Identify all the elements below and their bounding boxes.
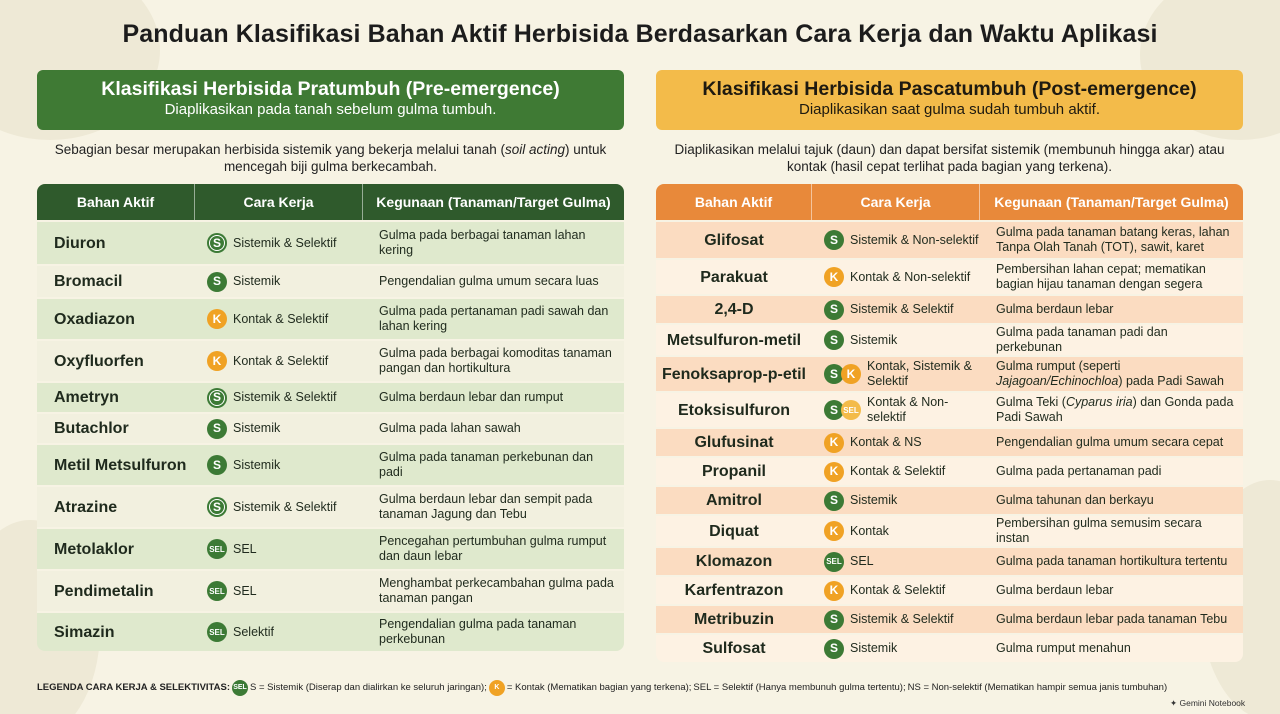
active-ingredient-name: Butachlor [37, 412, 195, 443]
legend-sistemik: S = Sistemik (Diserap dan dialirkan ke seluruh jaringan); [250, 682, 487, 693]
usage-text: Pengendalian gulma umum secara luas [363, 264, 624, 297]
mode-icons [824, 462, 844, 482]
mode-of-action-text: Sistemik [233, 457, 281, 472]
page-title: Panduan Klasifikasi Bahan Aktif Herbisida Berdasarkan Cara Kerja dan Waktu Aplikasi [122, 20, 1158, 48]
active-ingredient-name: Ametryn [37, 381, 195, 412]
usage-text: Menghambat perkecambahan gulma pada tanaman pangan [363, 569, 624, 611]
mode-icons [824, 330, 844, 350]
mode-of-action-cell [195, 611, 363, 651]
mode-of-action-cell [812, 546, 980, 575]
systemic-icon: S [824, 300, 844, 320]
mode-icons [207, 351, 227, 371]
table-header-row [37, 184, 624, 220]
mode-of-action-cell [195, 381, 363, 412]
usage-text: Pengendalian gulma pada tanaman perkebunan [363, 611, 624, 651]
pre-emergence-subtitle: Diaplikasikan pada tanah sebelum gulma tumbuh. [164, 101, 497, 118]
usage-text-part: Gulma rumput (seperti [996, 359, 1121, 373]
mode-of-action-text: Kontak [850, 523, 889, 538]
mode-of-action-cell [195, 443, 363, 485]
usage-text [980, 355, 1243, 391]
systemic-selective-icon: S [207, 233, 227, 253]
active-ingredient-name: Klomazon [656, 546, 812, 575]
legend-non-selektif: NS = Non-selektif (Mematikan hampir semua janis tumbuhan) [907, 682, 1168, 693]
usage-text: Pembersihan gulma semusim secara instan [980, 514, 1243, 546]
table-row [656, 323, 1243, 355]
contact-flame-icon: K [841, 364, 861, 384]
contact-flame-icon: K [824, 581, 844, 601]
mode-of-action-text: Kontak & Selektif [850, 583, 946, 597]
mode-of-action-cell [812, 294, 980, 323]
contact-flame-icon: K [824, 462, 844, 482]
contact-flame-icon: K [489, 680, 505, 696]
mode-icons [824, 639, 844, 659]
mode-of-action-text: Sistemik [850, 332, 898, 347]
mode-of-action-text: Kontak, Sistemik & Selektif [867, 359, 972, 388]
legend-selektif: SEL = Selektif (Hanya membunuh gulma tertentu); [693, 682, 906, 693]
pre-emergence-banner [37, 70, 624, 130]
active-ingredient-name: Etoksisulfuron [656, 391, 812, 427]
mode-of-action-text: Sistemik [850, 641, 898, 655]
contact-flame-icon: K [207, 351, 227, 371]
usage-text: Gulma pada tanaman padi dan perkebunan [980, 323, 1243, 355]
mode-icons [824, 400, 861, 420]
mode-of-action-text: Sistemik & Selektif [850, 612, 954, 626]
table-row [37, 527, 624, 569]
legend-kontak: = Kontak (Mematikan bagian yang terkena); [506, 682, 692, 693]
usage-text: Gulma pada berbagai tanaman lahan kering [363, 220, 624, 264]
table-header-row [656, 184, 1243, 220]
mode-icons [207, 419, 227, 439]
mode-icons [207, 233, 227, 253]
table-row [656, 485, 1243, 514]
contact-flame-icon: K [824, 521, 844, 541]
mode-icons [824, 364, 861, 384]
mode-icons [824, 267, 844, 287]
usage-text: Gulma pada tanaman batang keras, lahan Tanpa Olah Tanah (TOT), sawit, karet [980, 220, 1243, 258]
active-ingredient-name: Propanil [656, 456, 812, 485]
selective-icon: SEL [207, 539, 227, 559]
table-row [37, 611, 624, 651]
mode-of-action-text: Sistemik & Selektif [850, 302, 954, 316]
table-row [37, 412, 624, 443]
post-emergence-subtitle: Diaplikasikan saat gulma sudah tumbuh aktif. [799, 101, 1100, 118]
mode-of-action-cell [195, 527, 363, 569]
active-ingredient-name: Pendimetalin [37, 569, 195, 611]
header-cara-kerja: Cara Kerja [195, 184, 363, 220]
table-row [656, 514, 1243, 546]
contact-flame-icon: K [824, 267, 844, 287]
mode-of-action-text: Kontak & Selektif [233, 311, 329, 326]
active-ingredient-name: Sulfosat [656, 633, 812, 662]
mode-of-action-text: Sistemik & Selektif [233, 235, 337, 250]
mode-icons [207, 622, 227, 642]
brand-watermark [1170, 698, 1245, 709]
pre-emergence-title: Klasifikasi Herbisida Pratumbuh (Pre-emergence) [101, 78, 560, 100]
usage-text-part: Gulma Teki ( [996, 395, 1066, 409]
mode-of-action-text: SEL [850, 554, 874, 568]
pre-emergence-panel [37, 70, 624, 651]
systemic-selective-icon: S [207, 388, 227, 408]
mode-of-action-cell [812, 514, 980, 546]
systemic-icon: S [824, 330, 844, 350]
systemic-icon: S [207, 419, 227, 439]
usage-text: Pembersihan lahan cepat; mematikan bagian hijau tanaman dengan segera [980, 258, 1243, 294]
mode-of-action-cell [812, 456, 980, 485]
mode-of-action-cell [812, 604, 980, 633]
mode-icons [824, 230, 844, 250]
desc-text: ) untuk mencegah biji gulma berkecambah. [223, 142, 607, 174]
brand-text: Gemini Notebook [1179, 698, 1246, 708]
mode-of-action-text: Sistemik [233, 421, 281, 435]
mode-icons [824, 552, 844, 572]
header-bahan-aktif: Bahan Aktif [37, 184, 195, 220]
usage-text: Gulma rumput menahun [980, 633, 1243, 662]
selective-icon: SEL [824, 552, 844, 572]
selective-icon: SEL [207, 581, 227, 601]
mode-of-action-text: Kontak & Non-selektif [867, 395, 949, 424]
table-row [37, 381, 624, 412]
mode-icons [824, 610, 844, 630]
table-row [656, 546, 1243, 575]
systemic-icon: S [207, 455, 227, 475]
mode-icons [207, 388, 227, 408]
active-ingredient-name: Diuron [37, 220, 195, 264]
table-row [656, 258, 1243, 294]
active-ingredient-name: Bromacil [37, 264, 195, 297]
active-ingredient-name: Metolaklor [37, 527, 195, 569]
header-kegunaan: Kegunaan (Tanaman/Target Gulma) [980, 184, 1243, 220]
table-row [656, 575, 1243, 604]
post-emergence-title: Klasifikasi Herbisida Pascatumbuh (Post-emergence) [702, 78, 1197, 100]
mode-of-action-cell [812, 485, 980, 514]
post-emergence-panel [656, 70, 1243, 662]
desc-text: Sebagian besar merupakan herbisida sistemik yang bekerja melalui tanah ( [54, 142, 505, 157]
header-cara-kerja: Cara Kerja [812, 184, 980, 220]
mode-icons [824, 433, 844, 453]
mode-icons [824, 581, 844, 601]
table-row [656, 355, 1243, 391]
systemic-icon: S [824, 491, 844, 511]
systemic-icon: S [824, 400, 844, 420]
legend [37, 680, 1247, 696]
active-ingredient-name: Metribuzin [656, 604, 812, 633]
usage-text: Gulma berdaun lebar dan rumput [363, 381, 624, 412]
mode-of-action-text: Selektif [233, 624, 274, 639]
mode-of-action-cell [195, 220, 363, 264]
mode-of-action-cell [195, 297, 363, 339]
pre-emergence-description [37, 130, 624, 184]
usage-text: Gulma pada lahan sawah [363, 412, 624, 443]
mode-icons [207, 539, 227, 559]
header-kegunaan: Kegunaan (Tanaman/Target Gulma) [363, 184, 624, 220]
table-row [656, 391, 1243, 427]
active-ingredient-name: Atrazine [37, 485, 195, 527]
mode-icons [207, 581, 227, 601]
mode-of-action-text: Kontak & Selektif [233, 353, 329, 368]
mode-of-action-cell [812, 323, 980, 355]
mode-of-action-cell [812, 427, 980, 456]
mode-of-action-cell [195, 264, 363, 297]
table-row [656, 220, 1243, 258]
mode-of-action-cell [195, 339, 363, 381]
post-emergence-banner [656, 70, 1243, 130]
selective-icon: SEL [841, 400, 861, 420]
mode-of-action-cell [812, 575, 980, 604]
table-row [37, 264, 624, 297]
mode-of-action-cell [812, 258, 980, 294]
active-ingredient-name: Glufusinat [656, 427, 812, 456]
usage-text: Gulma tahunan dan berkayu [980, 485, 1243, 514]
mode-icons [207, 497, 227, 517]
post-emergence-description: Diaplikasikan melalui tajuk (daun) dan dapat bersifat sistemik (membunuh hingga akar) atau kontak (hasil cepat terlihat pada bagian yang terkena). [674, 142, 1225, 174]
mode-of-action-text: Kontak & Selektif [850, 464, 946, 478]
table-row [37, 569, 624, 611]
active-ingredient-name: Karfentrazon [656, 575, 812, 604]
active-ingredient-name: Diquat [656, 514, 812, 546]
active-ingredient-name: Parakuat [656, 258, 812, 294]
usage-text [980, 391, 1243, 427]
mode-of-action-text: SEL [233, 583, 257, 598]
systemic-icon: S [824, 610, 844, 630]
mode-of-action-text: Sistemik & Selektif [233, 499, 337, 514]
mode-of-action-text: SEL [233, 541, 257, 556]
mode-icons [207, 455, 227, 475]
header-bahan-aktif: Bahan Aktif [656, 184, 812, 220]
usage-text: Gulma pada pertanaman padi [980, 456, 1243, 485]
systemic-icon: S [824, 639, 844, 659]
mode-icons [824, 300, 844, 320]
active-ingredient-name: Oxadiazon [37, 297, 195, 339]
mode-of-action-text: Sistemik [850, 493, 898, 507]
mode-of-action-cell [812, 633, 980, 662]
sparkle-icon: ✦ [1170, 698, 1180, 708]
active-ingredient-name: Fenoksaprop-p-etil [656, 355, 812, 391]
active-ingredient-name: Simazin [37, 611, 195, 651]
mode-of-action-cell [812, 220, 980, 258]
mode-icons [207, 272, 227, 292]
table-row [37, 443, 624, 485]
post-emergence-table [656, 184, 1243, 662]
mode-of-action-text: Sistemik & Selektif [233, 390, 337, 404]
mode-icons [824, 521, 844, 541]
active-ingredient-name: Metil Metsulfuron [37, 443, 195, 485]
selective-icon: SEL [207, 622, 227, 642]
table-row [37, 485, 624, 527]
usage-text: Pencegahan pertumbuhan gulma rumput dan daun lebar [363, 527, 624, 569]
mode-of-action-text: Kontak & Non-selektif [850, 269, 971, 284]
table-row [37, 220, 624, 264]
mode-of-action-text: Sistemik & Non-selektif [850, 232, 979, 247]
usage-text-part: ) pada Padi Sawah [1118, 374, 1224, 388]
table-row [37, 339, 624, 381]
usage-text: Gulma berdaun lebar dan sempit pada tanaman Jagung dan Tebu [363, 485, 624, 527]
pre-emergence-table [37, 184, 624, 651]
mode-of-action-cell [195, 569, 363, 611]
usage-text: Gulma pada tanaman hortikultura tertentu [980, 546, 1243, 575]
usage-text: Gulma pada tanaman perkebunan dan padi [363, 443, 624, 485]
usage-text: Gulma berdaun lebar [980, 575, 1243, 604]
usage-text-part: ) dan Gonda pada Padi Sawah [996, 395, 1234, 424]
table-row [37, 297, 624, 339]
table-row [656, 456, 1243, 485]
mode-of-action-text: Kontak & NS [850, 435, 922, 449]
active-ingredient-name: Metsulfuron-metil [656, 323, 812, 355]
mode-of-action-cell [195, 412, 363, 443]
usage-text-emphasis: Jajagoan/Echinochloa [996, 374, 1119, 388]
usage-text-emphasis: Cyparus iria [1065, 395, 1133, 409]
contact-flame-icon: K [207, 309, 227, 329]
usage-text: Gulma pada berbagai komoditas tanaman pangan dan hortikultura [363, 339, 624, 381]
usage-text: Gulma berdaun lebar pada tanaman Tebu [980, 604, 1243, 633]
table-row [656, 427, 1243, 456]
table-row [656, 604, 1243, 633]
mode-of-action-cell [812, 391, 980, 427]
mode-icons [207, 309, 227, 329]
active-ingredient-name: Glifosat [656, 220, 812, 258]
systemic-icon: S [824, 364, 844, 384]
mode-of-action-text: Sistemik [233, 274, 281, 288]
selective-icon: SEL [232, 680, 248, 696]
table-row [656, 294, 1243, 323]
usage-text: Gulma berdaun lebar [980, 294, 1243, 323]
active-ingredient-name: 2,4-D [656, 294, 812, 323]
active-ingredient-name: Oxyfluorfen [37, 339, 195, 381]
active-ingredient-name: Amitrol [656, 485, 812, 514]
legend-label: LEGENDA CARA KERJA & SELEKTIVITAS: [37, 682, 231, 693]
contact-flame-icon: K [824, 433, 844, 453]
usage-text: Gulma pada pertanaman padi sawah dan lahan kering [363, 297, 624, 339]
mode-of-action-cell [812, 355, 980, 391]
mode-of-action-cell [195, 485, 363, 527]
table-row [656, 633, 1243, 662]
desc-emphasis: soil acting [504, 142, 566, 157]
systemic-icon: S [207, 272, 227, 292]
systemic-icon: S [824, 230, 844, 250]
systemic-selective-icon: S [207, 497, 227, 517]
mode-icons [824, 491, 844, 511]
usage-text: Pengendalian gulma umum secara cepat [980, 427, 1243, 456]
